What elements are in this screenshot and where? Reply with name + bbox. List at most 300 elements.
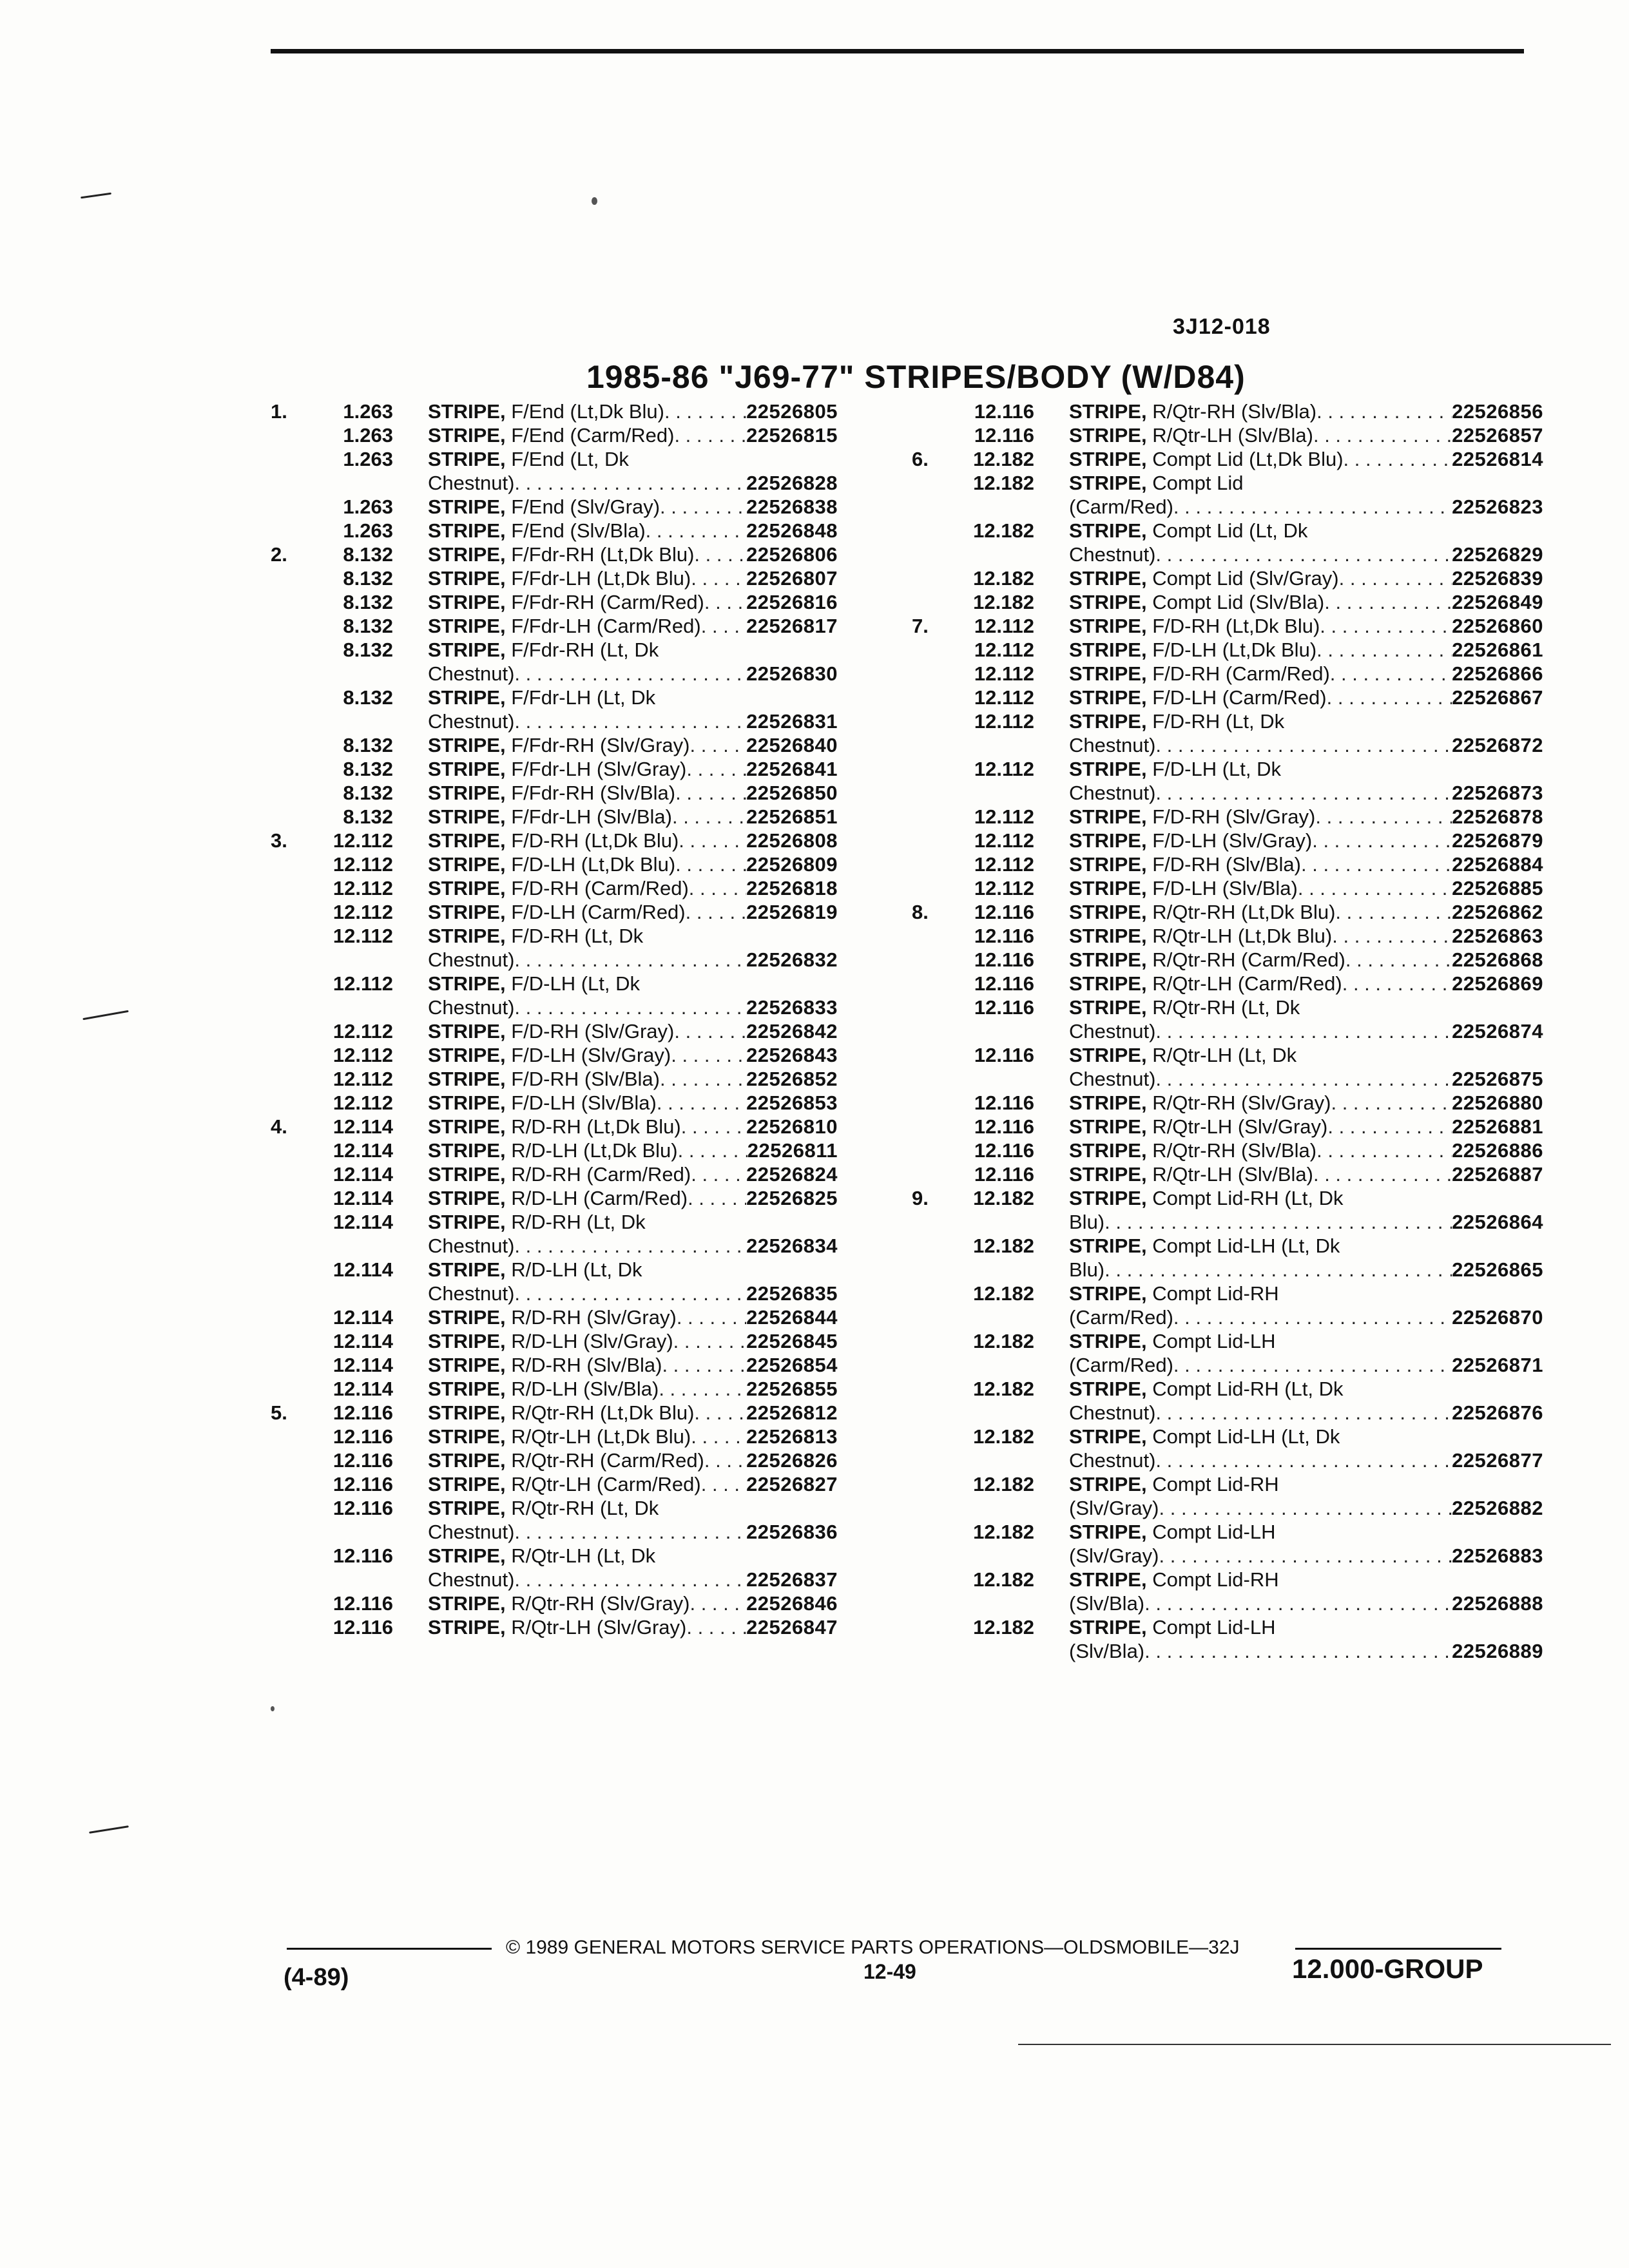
description-continuation	[1069, 1448, 1543, 1472]
description-text: Chestnut)	[428, 1235, 515, 1257]
dot-leader	[674, 1019, 746, 1043]
part-number: 22526823	[1452, 495, 1543, 518]
dot-leader	[1345, 948, 1452, 972]
dot-leader	[677, 1305, 746, 1329]
dot-leader	[1312, 829, 1452, 852]
part-description	[1069, 423, 1543, 447]
part-name: STRIPE,	[428, 805, 506, 828]
description-line	[1069, 1091, 1543, 1115]
description-line	[428, 805, 838, 829]
description-line	[1069, 471, 1543, 495]
description-text: F/Fdr-RH (Slv/Bla)	[511, 782, 676, 804]
description-text: Blu)	[1069, 1258, 1105, 1281]
group-number: 12.182	[973, 1568, 1034, 1591]
part-number: 22526879	[1452, 829, 1543, 852]
part-number: 22526865	[1452, 1258, 1543, 1281]
dot-leader	[1342, 972, 1452, 995]
parts-entry	[271, 1591, 838, 1615]
dot-leader	[1155, 1448, 1452, 1472]
group-number: 8.132	[343, 782, 393, 804]
part-description	[1069, 757, 1543, 805]
part-number: 22526864	[1452, 1211, 1543, 1233]
part-name: STRIPE,	[1069, 686, 1147, 709]
description-text: F/D-RH (Lt,Dk Blu)	[1152, 615, 1320, 637]
part-name: STRIPE,	[1069, 662, 1147, 685]
description-text: F/D-LH (Lt,Dk Blu)	[1152, 639, 1317, 661]
description-text: F/D-RH (Lt, Dk	[511, 925, 644, 947]
dot-leader	[1155, 1401, 1452, 1425]
part-number: 22526848	[746, 519, 838, 542]
dot-leader	[1344, 447, 1452, 471]
parts-entry	[271, 399, 838, 423]
dot-leader	[1155, 543, 1452, 566]
part-name: STRIPE,	[428, 734, 506, 756]
part-number: 22526850	[746, 782, 838, 804]
description-line	[428, 1496, 838, 1520]
dot-leader	[1173, 1305, 1452, 1329]
part-name: STRIPE,	[428, 639, 506, 661]
description-continuation	[1069, 1210, 1543, 1234]
parts-entry	[271, 1615, 838, 1639]
part-description	[428, 876, 838, 900]
part-description	[428, 686, 838, 733]
description-text: F/Fdr-RH (Slv/Gray)	[511, 734, 690, 756]
dot-leader	[674, 423, 746, 447]
part-name: STRIPE,	[428, 1616, 506, 1639]
footer-rule-right	[1295, 1948, 1501, 1950]
description-line	[428, 1067, 838, 1091]
part-name: STRIPE,	[428, 1139, 506, 1162]
part-description	[428, 399, 838, 423]
parts-entry	[912, 829, 1543, 852]
description-text: F/D-RH (Carm/Red)	[511, 877, 689, 899]
group-number: 12.116	[974, 972, 1034, 995]
part-number: 22526818	[746, 877, 838, 899]
description-line	[1069, 948, 1543, 972]
parts-entry	[912, 519, 1543, 566]
description-line	[428, 1115, 838, 1139]
group-number: 1.263	[343, 495, 393, 518]
dot-leader	[646, 519, 746, 543]
parts-entry	[271, 781, 838, 805]
group-number: 12.112	[974, 805, 1034, 828]
part-description	[1069, 614, 1543, 638]
parts-entry	[271, 590, 838, 614]
part-number: 22526854	[746, 1354, 838, 1376]
part-description	[1069, 566, 1543, 590]
part-name: STRIPE,	[428, 1497, 506, 1519]
part-description	[428, 1544, 838, 1591]
group-number: 1.263	[343, 400, 393, 423]
part-description	[428, 614, 838, 638]
group-number: 12.112	[333, 972, 393, 995]
part-description	[428, 924, 838, 972]
part-description	[428, 590, 838, 614]
description-text: F/Fdr-LH (Slv/Gray)	[511, 758, 687, 780]
description-text: Compt Lid (Lt, Dk	[1152, 519, 1308, 542]
description-line	[428, 495, 838, 519]
group-number: 12.116	[333, 1449, 393, 1472]
description-text: R/D-LH (Slv/Bla)	[511, 1378, 659, 1400]
description-text: (Slv/Gray)	[1069, 1544, 1159, 1567]
description-continuation	[1069, 1067, 1543, 1091]
part-name: STRIPE,	[428, 925, 506, 947]
group-number: 12.182	[973, 1235, 1034, 1257]
parts-entry	[912, 1282, 1543, 1329]
dot-leader	[694, 543, 746, 566]
part-number: 22526847	[746, 1616, 838, 1639]
part-name: STRIPE,	[1069, 853, 1147, 876]
group-number: 12.112	[974, 829, 1034, 852]
dot-leader	[514, 709, 746, 733]
description-line	[428, 1329, 838, 1353]
ref-number: 6.	[912, 448, 929, 470]
description-line	[428, 733, 838, 757]
parts-entry	[271, 900, 838, 924]
group-number: 12.182	[973, 1473, 1034, 1495]
part-number: 22526883	[1452, 1544, 1543, 1567]
part-number: 22526861	[1452, 639, 1543, 661]
part-number: 22526841	[746, 758, 838, 780]
parts-entry	[912, 1377, 1543, 1425]
part-name: STRIPE,	[1069, 1235, 1147, 1257]
description-line	[428, 590, 838, 614]
description-text: R/Qtr-RH (Lt,Dk Blu)	[511, 1401, 695, 1424]
part-number: 22526876	[1452, 1401, 1543, 1424]
group-number: 12.116	[333, 1616, 393, 1639]
description-line	[1069, 590, 1543, 614]
description-line	[428, 1258, 838, 1282]
part-name: STRIPE,	[1069, 829, 1147, 852]
description-continuation	[1069, 1305, 1543, 1329]
part-name: STRIPE,	[428, 1258, 506, 1281]
parts-entry	[912, 399, 1543, 423]
description-text: F/End (Lt, Dk	[511, 448, 629, 470]
part-name: STRIPE,	[1069, 710, 1147, 733]
part-number: 22526828	[746, 472, 838, 494]
part-number: 22526835	[746, 1282, 838, 1305]
parts-entry	[912, 1115, 1543, 1139]
parts-entry	[271, 1115, 838, 1139]
description-line	[1069, 1377, 1543, 1401]
parts-entry	[912, 1043, 1543, 1091]
description-text: R/Qtr-RH (Slv/Gray)	[511, 1592, 690, 1615]
parts-entry	[912, 471, 1543, 519]
part-name: STRIPE,	[1069, 1425, 1147, 1448]
group-number: 12.116	[333, 1497, 393, 1519]
dot-leader	[675, 781, 746, 805]
description-line	[1069, 1234, 1543, 1258]
part-description	[1069, 662, 1543, 686]
group-number: 12.112	[333, 1091, 393, 1114]
part-name: STRIPE,	[428, 1425, 506, 1448]
group-number: 12.112	[974, 639, 1034, 661]
part-number: 22526880	[1452, 1091, 1543, 1114]
part-name: STRIPE,	[428, 829, 506, 852]
part-name: STRIPE,	[1069, 448, 1147, 470]
description-continuation	[1069, 1639, 1543, 1663]
group-number: 8.132	[343, 543, 393, 566]
group-number: 12.182	[973, 591, 1034, 613]
description-line	[1069, 1329, 1543, 1353]
dot-leader	[1320, 614, 1452, 638]
parts-entry	[912, 876, 1543, 900]
parts-entry	[271, 1019, 838, 1043]
part-number: 22526851	[746, 805, 838, 828]
description-text: F/End (Carm/Red)	[511, 424, 675, 447]
description-continuation	[1069, 1353, 1543, 1377]
parts-entry	[271, 1210, 838, 1258]
part-number: 22526827	[746, 1473, 838, 1495]
description-line	[428, 1615, 838, 1639]
description-text: R/D-LH (Lt, Dk	[511, 1258, 642, 1281]
dot-leader	[701, 614, 746, 638]
parts-entry	[271, 1329, 838, 1353]
group-number: 12.114	[333, 1211, 393, 1233]
group-number: 12.182	[973, 448, 1034, 470]
part-name: STRIPE,	[428, 1187, 506, 1209]
description-text: Chestnut)	[1069, 1401, 1156, 1424]
part-description	[1069, 995, 1543, 1043]
footer-rule-left	[287, 1948, 492, 1950]
description-line	[428, 781, 838, 805]
description-text: F/D-RH (Slv/Bla)	[1152, 853, 1301, 876]
parts-entry	[912, 566, 1543, 590]
part-description	[428, 519, 838, 543]
description-line	[1069, 662, 1543, 686]
dot-leader	[691, 566, 746, 590]
parts-entry	[271, 686, 838, 733]
parts-entry	[271, 829, 838, 852]
description-text: F/Fdr-LH (Lt,Dk Blu)	[511, 567, 691, 590]
description-line	[428, 1210, 838, 1234]
description-text: (Slv/Gray)	[1069, 1497, 1159, 1519]
parts-entry	[271, 638, 838, 686]
group-number: 12.182	[973, 1378, 1034, 1400]
dot-leader	[678, 1139, 747, 1162]
description-text: F/End (Slv/Gray)	[511, 495, 660, 518]
part-name: STRIPE,	[428, 758, 506, 780]
description-text: Compt Lid (Slv/Bla)	[1152, 591, 1325, 613]
part-description	[1069, 948, 1543, 972]
description-text: F/Fdr-RH (Carm/Red)	[511, 591, 704, 613]
description-text: F/D-LH (Slv/Bla)	[1152, 877, 1298, 899]
part-number: 22526811	[747, 1139, 838, 1162]
group-number: 12.114	[333, 1115, 393, 1138]
description-continuation	[428, 1234, 838, 1258]
part-description	[428, 733, 838, 757]
group-number: 12.112	[974, 853, 1034, 876]
description-line	[1069, 447, 1543, 471]
parts-entry	[271, 1353, 838, 1377]
description-line	[1069, 829, 1543, 852]
description-text: F/End (Lt,Dk Blu)	[511, 400, 664, 423]
description-line	[428, 1091, 838, 1115]
description-text: R/Qtr-LH (Lt,Dk Blu)	[1152, 925, 1333, 947]
parts-entry	[271, 972, 838, 1019]
description-line	[428, 447, 838, 471]
parts-entry	[912, 900, 1543, 924]
part-name: STRIPE,	[1069, 615, 1147, 637]
part-description	[428, 829, 838, 852]
description-line	[428, 1472, 838, 1496]
parts-entry	[271, 495, 838, 519]
left-parts-column	[271, 399, 838, 1639]
parts-entry	[912, 1329, 1543, 1377]
description-continuation	[428, 948, 838, 972]
part-name: STRIPE,	[428, 400, 506, 423]
part-description	[1069, 1377, 1543, 1425]
part-name: STRIPE,	[428, 1330, 506, 1352]
part-number: 22526842	[746, 1020, 838, 1043]
part-description	[1069, 709, 1543, 757]
part-description	[428, 1329, 838, 1353]
description-text: Chestnut)	[1069, 1449, 1156, 1472]
part-number: 22526837	[746, 1568, 838, 1591]
description-line	[1069, 995, 1543, 1019]
part-name: STRIPE,	[428, 1306, 506, 1329]
part-number: 22526856	[1452, 400, 1543, 423]
part-number: 22526831	[746, 710, 838, 733]
description-line	[428, 614, 838, 638]
part-name: STRIPE,	[428, 495, 506, 518]
part-number: 22526873	[1452, 782, 1543, 804]
part-name: STRIPE,	[1069, 1163, 1147, 1186]
part-name: STRIPE,	[428, 686, 506, 709]
description-line	[1069, 1115, 1543, 1139]
parts-entry	[912, 709, 1543, 757]
part-description	[428, 1186, 838, 1210]
description-continuation	[1069, 1019, 1543, 1043]
description-text: R/D-RH (Lt, Dk	[511, 1211, 646, 1233]
part-number: 22526824	[746, 1163, 838, 1186]
part-name: STRIPE,	[1069, 400, 1147, 423]
parts-entry	[912, 614, 1543, 638]
dot-leader	[691, 1162, 746, 1186]
part-description	[428, 495, 838, 519]
description-text: R/D-RH (Lt,Dk Blu)	[511, 1115, 681, 1138]
description-text: F/Fdr-LH (Lt, Dk	[511, 686, 656, 709]
part-name: STRIPE,	[428, 972, 506, 995]
part-name: STRIPE,	[428, 543, 506, 566]
scan-speck	[271, 1706, 275, 1711]
parts-entry	[271, 1067, 838, 1091]
parts-entry	[271, 1496, 838, 1544]
description-text: Compt Lid-RH	[1152, 1568, 1279, 1591]
part-description	[428, 638, 838, 686]
group-number: 12.116	[974, 1163, 1034, 1186]
group-number: 12.114	[333, 1258, 393, 1281]
part-number: 22526836	[746, 1521, 838, 1543]
description-text: Chestnut)	[428, 662, 515, 685]
description-text: Chestnut)	[428, 1282, 515, 1305]
description-text: Chestnut)	[1069, 734, 1156, 756]
description-text: R/Qtr-LH (Slv/Gray)	[511, 1616, 687, 1639]
description-line	[428, 876, 838, 900]
dot-leader	[701, 1472, 746, 1496]
description-text: (Slv/Bla)	[1069, 1592, 1145, 1615]
group-number: 12.114	[333, 1139, 393, 1162]
parts-entry	[271, 1472, 838, 1496]
description-line	[1069, 614, 1543, 638]
description-text: Blu)	[1069, 1211, 1105, 1233]
dot-leader	[686, 1615, 746, 1639]
parts-entry	[912, 1472, 1543, 1520]
description-line	[1069, 924, 1543, 948]
part-description	[1069, 1425, 1543, 1472]
group-number: 12.112	[974, 710, 1034, 733]
dot-leader	[514, 1282, 746, 1305]
part-number: 22526881	[1452, 1115, 1543, 1138]
part-number: 22526862	[1452, 901, 1543, 923]
dot-leader	[1155, 1019, 1452, 1043]
description-line	[428, 1377, 838, 1401]
description-text: F/D-LH (Lt, Dk	[1152, 758, 1282, 780]
part-name: STRIPE,	[1069, 639, 1147, 661]
part-description	[428, 423, 838, 447]
dot-leader	[1330, 662, 1452, 686]
parts-entry	[271, 924, 838, 972]
description-line	[1069, 972, 1543, 995]
part-number: 22526889	[1452, 1640, 1543, 1662]
group-number: 1.263	[343, 424, 393, 447]
description-line	[1069, 399, 1543, 423]
part-description	[1069, 1043, 1543, 1091]
part-name: STRIPE,	[428, 1473, 506, 1495]
description-text: Compt Lid-RH	[1152, 1282, 1279, 1305]
description-continuation	[1069, 733, 1543, 757]
part-name: STRIPE,	[428, 853, 506, 876]
group-number: 12.182	[973, 567, 1034, 590]
description-line	[428, 852, 838, 876]
description-line	[1069, 709, 1543, 733]
description-text: F/D-RH (Carm/Red)	[1152, 662, 1330, 685]
group-number: 12.112	[333, 853, 393, 876]
part-name: STRIPE,	[1069, 948, 1147, 971]
parts-entry	[912, 447, 1543, 471]
description-text: R/D-RH (Slv/Gray)	[511, 1306, 677, 1329]
description-line	[1069, 876, 1543, 900]
group-number: 12.116	[974, 925, 1034, 947]
description-line	[1069, 1139, 1543, 1162]
part-description	[1069, 1234, 1543, 1282]
margin-mark	[81, 193, 111, 199]
group-number: 8.132	[343, 615, 393, 637]
parts-entry	[271, 519, 838, 543]
group-number: 12.112	[333, 877, 393, 899]
part-name: STRIPE,	[1069, 1115, 1147, 1138]
group-number: 12.182	[973, 1330, 1034, 1352]
part-name: STRIPE,	[428, 1401, 506, 1424]
dot-leader	[660, 1067, 746, 1091]
part-number: 22526838	[746, 495, 838, 518]
description-line	[1069, 566, 1543, 590]
description-line	[428, 399, 838, 423]
description-line	[428, 1591, 838, 1615]
description-text: F/Fdr-RH (Lt, Dk	[511, 639, 659, 661]
group-number: 12.116	[974, 996, 1034, 1019]
description-continuation	[428, 662, 838, 686]
description-text: (Carm/Red)	[1069, 495, 1173, 518]
description-text: Chestnut)	[428, 996, 515, 1019]
part-description	[1069, 686, 1543, 709]
part-number: 22526869	[1452, 972, 1543, 995]
page-number: 12-49	[863, 1960, 916, 1983]
group-number: 8.132	[343, 734, 393, 756]
description-continuation	[1069, 1258, 1543, 1282]
description-continuation	[1069, 1401, 1543, 1425]
part-description	[1069, 1186, 1543, 1234]
